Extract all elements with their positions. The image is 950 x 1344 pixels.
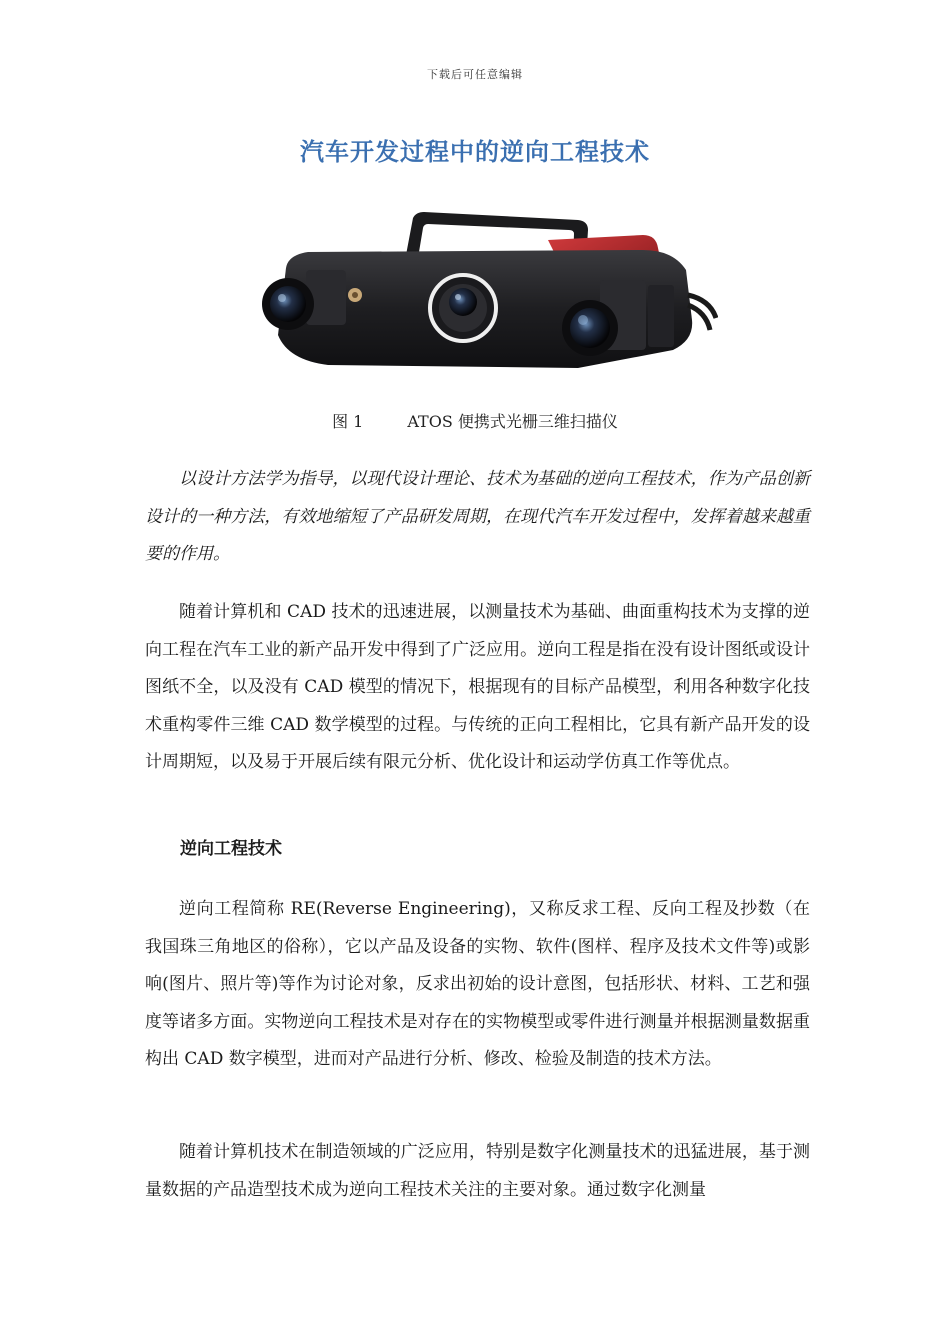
figure-number: 图 1 — [332, 412, 364, 431]
scanner-end-plate — [648, 285, 674, 347]
page-header-note: 下载后可任意编辑 — [427, 68, 523, 81]
projector-lens — [449, 288, 477, 316]
section-heading: 逆向工程技术 — [180, 839, 282, 859]
abstract-paragraph: 以设计方法学为指导，以现代设计理论、技术为基础的逆向工程技术，作为产品创新设计的一种方法，有效地缩短了产品研发周期，在现代汽车开发过程中，发挥着越来越重要的作用。 — [145, 469, 810, 564]
document-title: 汽车开发过程中的逆向工程技术 — [300, 138, 650, 166]
right-lens — [570, 308, 610, 348]
paragraph-3: 随着计算机技术在制造领域的广泛应用，特别是数字化测量技术的迅猛进展，基于测量数据的产品造型技术成为逆向工程技术关注的主要对象。通过数字化测量 — [145, 1142, 810, 1200]
figure-caption — [0, 409, 950, 432]
scanner-cable — [688, 295, 716, 330]
left-lens — [270, 286, 306, 322]
paragraph-1: 随着计算机和 CAD 技术的迅速进展，以测量技术为基础、曲面重构技术为支撑的逆向工程在汽车工业的新产品开发中得到了广泛应用。逆向工程是指在没有设计图纸或设计图纸不全，以及没有 CAD 模型的情况下，根据现有的目标产品模型，利用各种数字化技术重构零件三维 CAD 数学模型的过程。与传统的正向工程相比，它具有新产品开发的设计周期短，以及易于开展后续有限元分析、优化设计和运动学仿真工作等优点。 — [145, 602, 810, 772]
scanner-figure — [248, 200, 718, 390]
figure-caption-text: ATOS 便携式光栅三维扫描仪 — [407, 412, 618, 431]
atos-scanner-image — [248, 200, 718, 390]
paragraph-2: 逆向工程简称 RE(Reverse Engineering)，又称反求工程、反向工程及抄数（在我国珠三角地区的俗称），它以产品及设备的实物、软件(图样、程序及技术文件等)或影响(图片、照片等)等作为讨论对象，反求出初始的设计意图，包括形状、材料、工艺和强度等诸多方面。实物逆向工程技术是对存在的实物模型或零件进行测量并根据测量数据重构出 CAD 数字模型，进而对产品进行分析、修改、检验及制造的技术方法。 — [145, 899, 810, 1069]
